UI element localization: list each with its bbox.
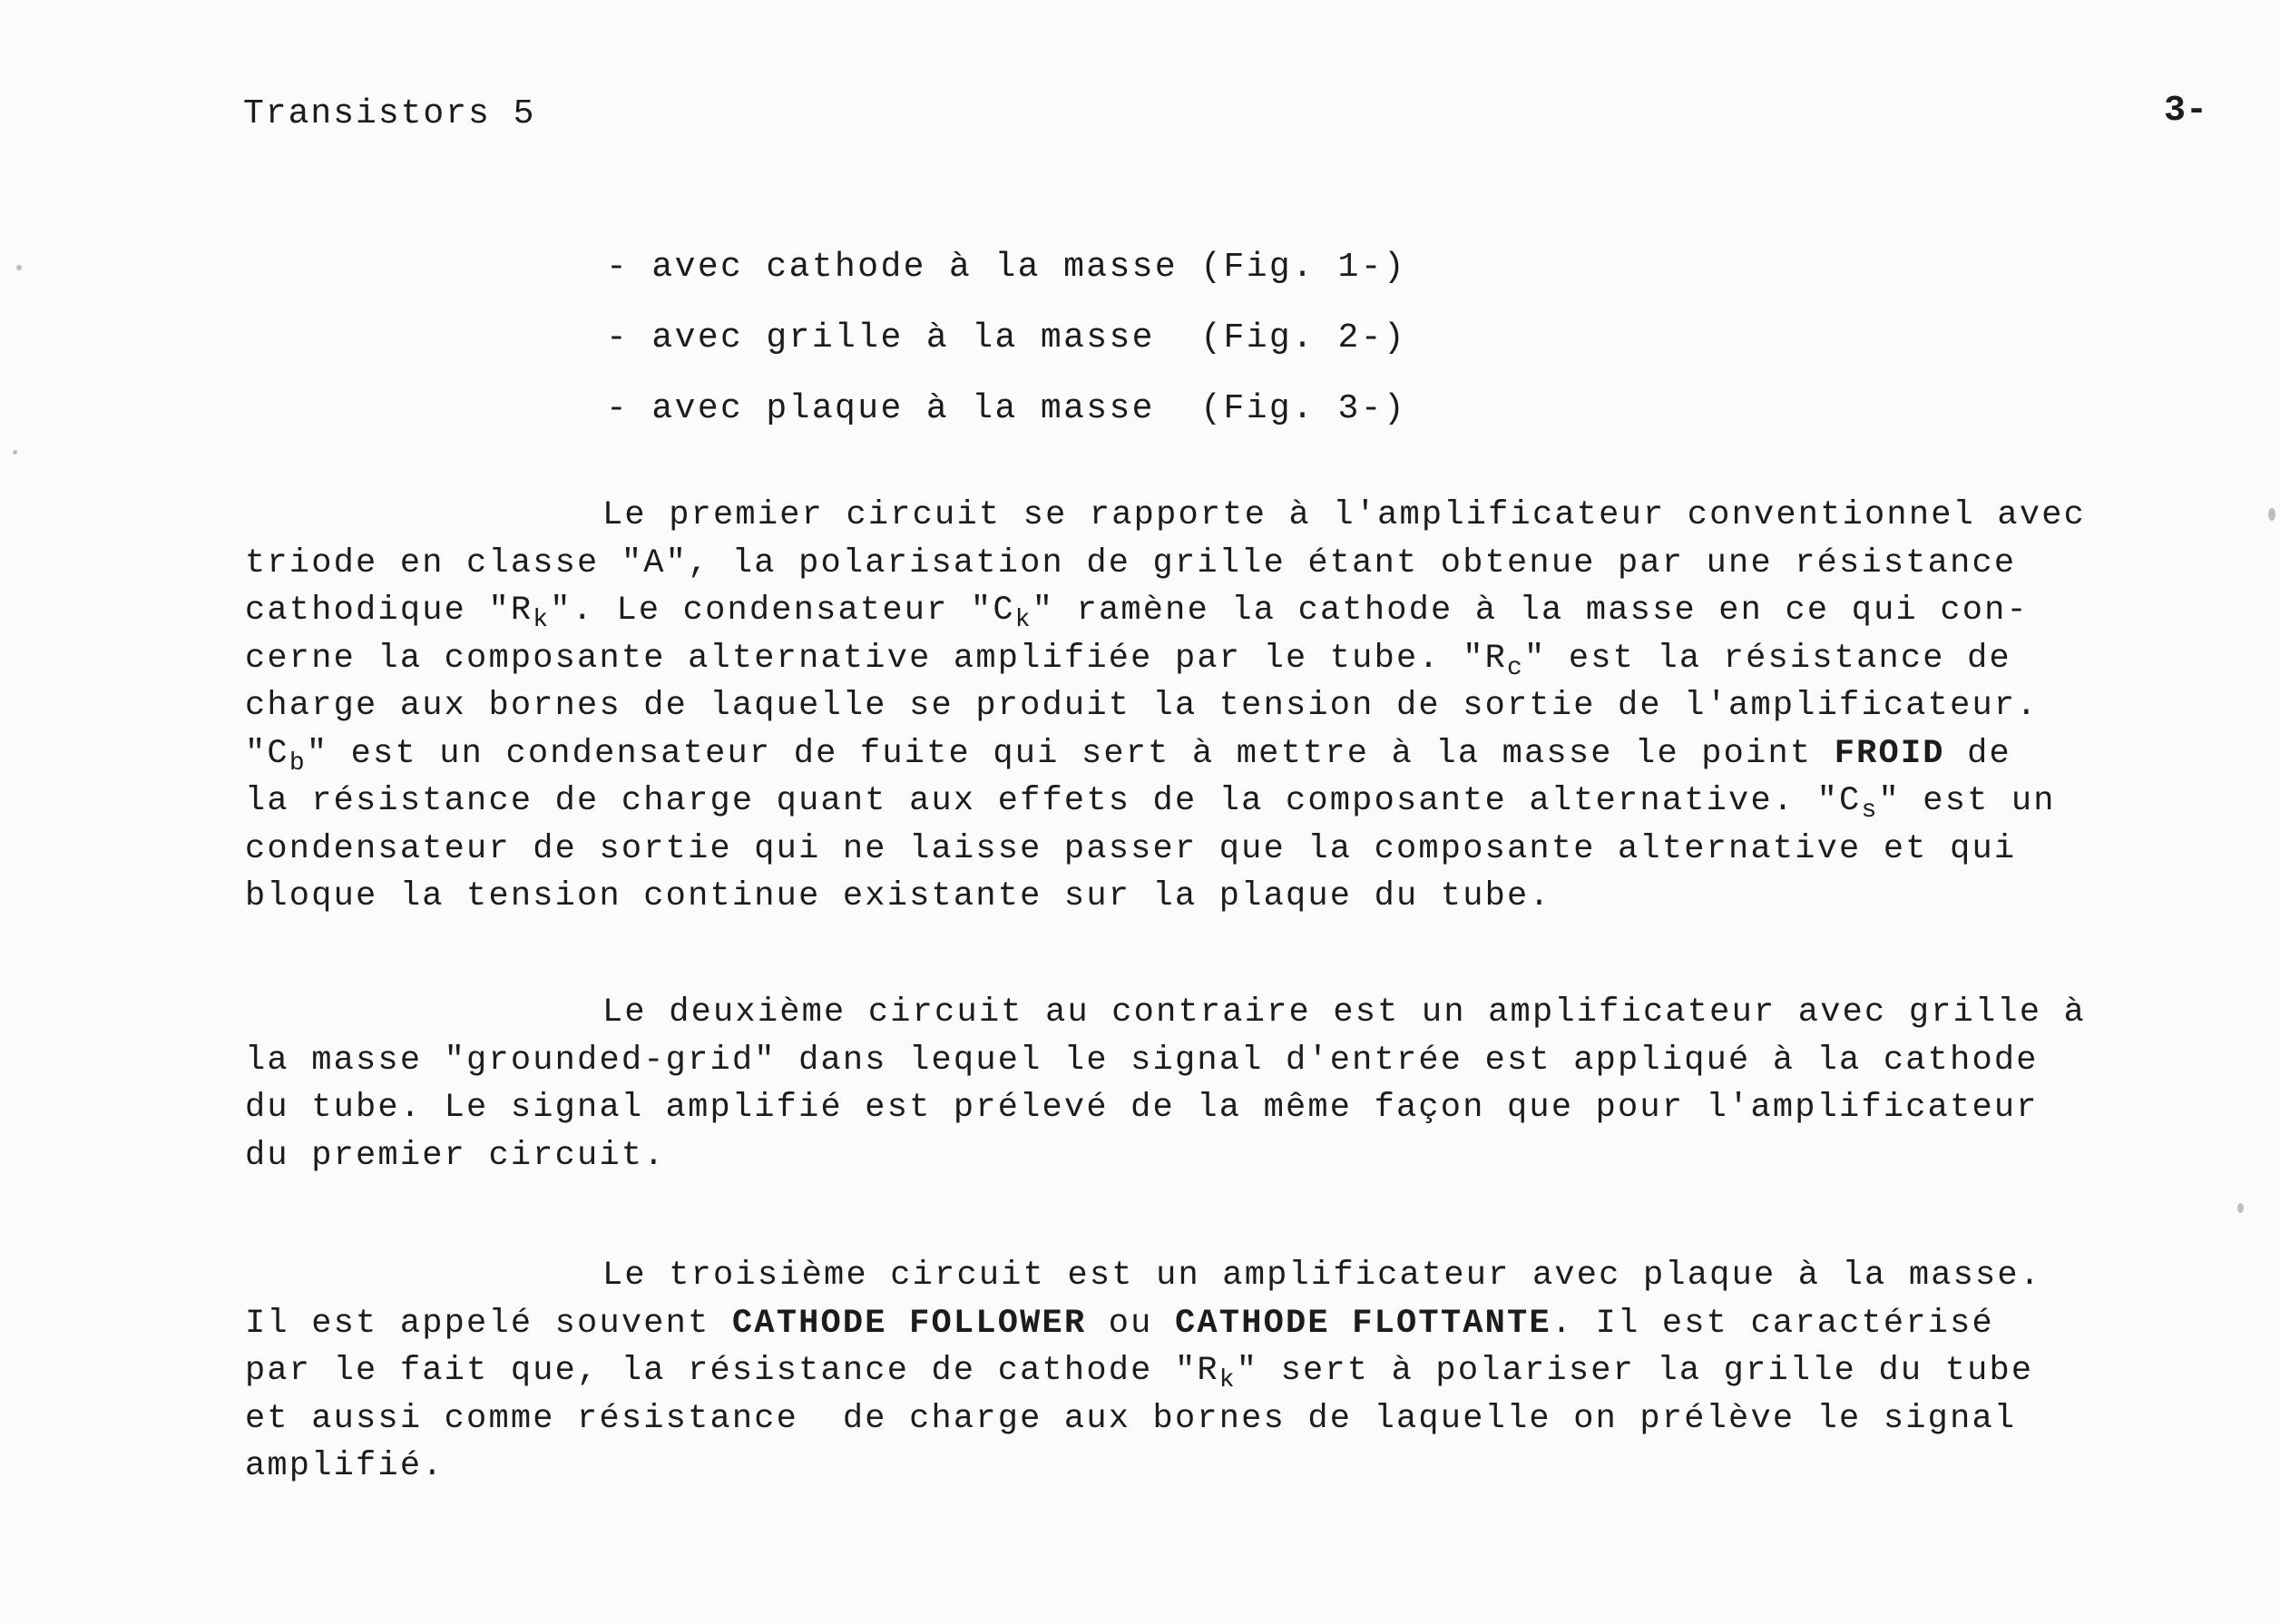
list-item: - avec grille à la masse (Fig. 2-) [606, 318, 1407, 357]
circuit-list [606, 232, 1406, 445]
paragraph-third-circuit [245, 1252, 2223, 1491]
text-line: du premier circuit. [245, 1136, 666, 1175]
text-line: bloque la tension continue existante sur la plaque du tube. [245, 877, 1551, 915]
text-line: cerne la composante alternative amplifiée par le tube. "$R_c$" est la résistance de [245, 639, 2011, 682]
text-line: Le deuxième circuit au contraire est un amplificateur avec grille à [602, 993, 2087, 1032]
text-line: Le premier circuit se rapporte à l'amplificateur conventionnel avec [602, 496, 2087, 534]
text-line: cathodique "$R_k$". Le condensateur "$C_k$" ramène la cathode à la masse en ce qui con- [245, 592, 2029, 634]
text-line: amplifié. [245, 1447, 445, 1485]
text-line: la résistance de charge quant aux effets de la composante alternative. "$C_s$" est un [245, 782, 2056, 825]
list-item: - avec cathode à la masse (Fig. 1-) [606, 248, 1407, 287]
text-line: "$C_b$" est un condensateur de fuite qui sert à mettre à la masse le point FROID de [245, 734, 2011, 778]
text-line: triode en classe "A", la polarisation de grille étant obtenue par une résistance [245, 543, 2017, 582]
text-line: du tube. Le signal amplifié est prélevé de la même façon que pour l'amplificateur [245, 1089, 2039, 1127]
paragraph-first-circuit [245, 492, 2223, 921]
scan-speck [13, 450, 17, 455]
text-line: et aussi comme résistance de charge aux bornes de laquelle on prélève le signal [245, 1399, 2017, 1438]
scan-speck [2237, 1203, 2244, 1213]
document-title: Transistors 5 [243, 94, 536, 133]
page-number: 3- [2163, 91, 2207, 132]
paragraph-second-circuit [245, 989, 2223, 1179]
text-line: condensateur de sortie qui ne laisse passer que la composante alternative et qui [245, 829, 2017, 868]
text-line: la masse "grounded-grid" dans lequel le signal d'entrée est appliqué à la cathode [245, 1041, 2039, 1080]
text-line: charge aux bornes de laquelle se produit la tension de sortie de l'amplificateur. [245, 687, 2039, 725]
list-item: - avec plaque à la masse (Fig. 3-) [606, 389, 1407, 428]
text-line: par le fait que, la résistance de cathode "$R_k$" sert à polariser la grille du tube [245, 1352, 2034, 1394]
text-line: Il est appelé souvent CATHODE FOLLOWER ou CATHODE FLOTTANTE. Il est caractérisé [245, 1304, 1994, 1343]
text-line: Le troisième circuit est un amplificateur avec plaque à la masse. [602, 1257, 2042, 1295]
scan-speck [2268, 508, 2275, 521]
scan-speck [16, 265, 22, 270]
